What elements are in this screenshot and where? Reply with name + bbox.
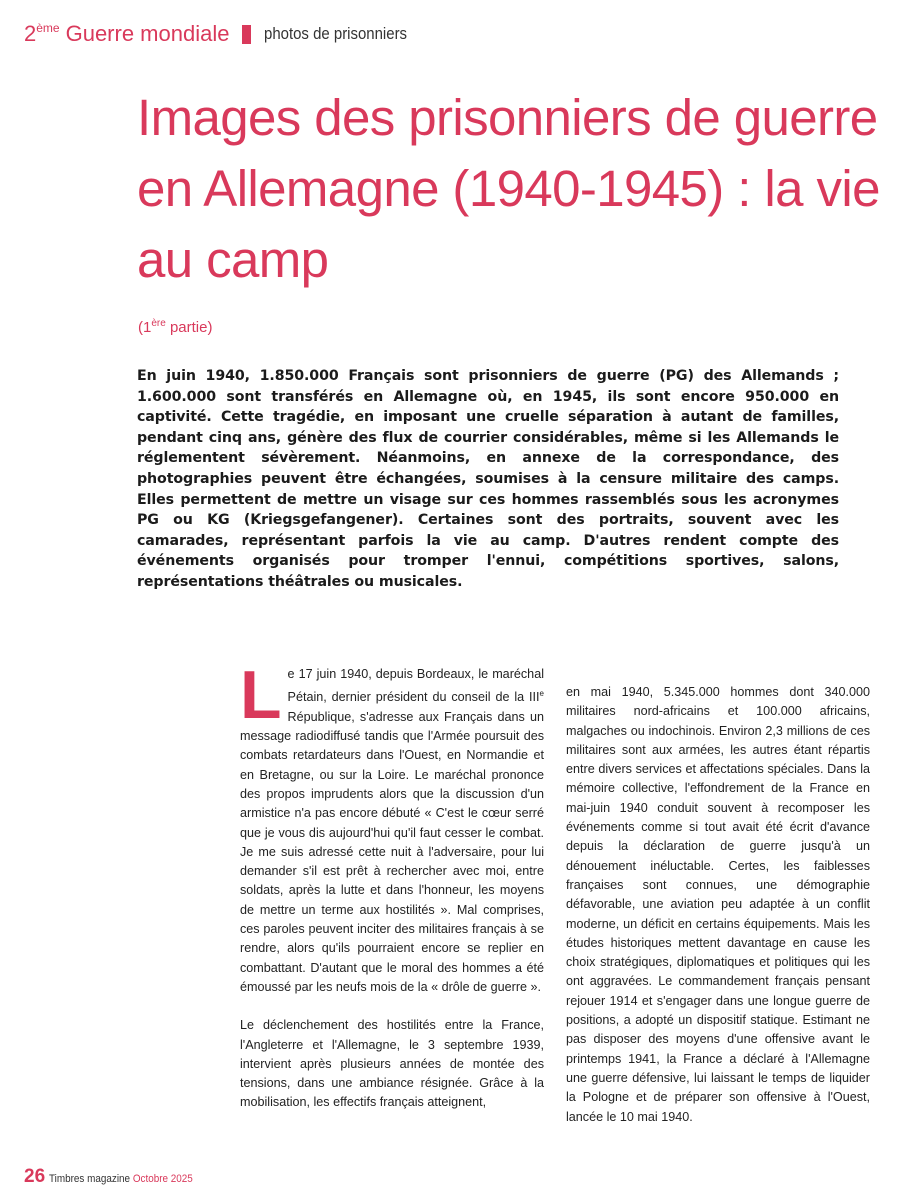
drop-cap: L	[240, 657, 282, 733]
header-square-icon	[242, 25, 251, 44]
header-section: photos de prisonniers	[264, 24, 408, 43]
magazine-credit: Timbres magazine Octobre 2025	[49, 1173, 193, 1185]
article-intro: En juin 1940, 1.850.000 Français sont prisonniers de guerre (PG) des Allemands ; 1.600.000 sont transférés en Allemagne où, en 1945, ils sont encore 950.000 en captivité. Cette tragédie, en imposant une cruelle séparation à autant de familles, pendant cinq ans, génère des flux de courrier considérables, même si les Allemands le réglementent sévèrement. Néanmoins, en annexe de la correspondance, des photographies peuvent être échangées, soumises à la censure militaire des camps. Elles permettent de mettre un visage sur ces hommes rassemblés sous les acronymes PG ou KG (Kriegsgefangener). Certaines sont des portraits, souvent avec les camarades, représentant parfois la vie au camp. D'autres rendent compte des événements organisés pour tromper l'ennui, compétitions sportives, salons, représentations théâtrales ou musicales.	[137, 368, 839, 590]
running-header	[24, 16, 427, 52]
page-footer	[24, 1166, 209, 1188]
body-paragraph: en mai 1940, 5.345.000 hommes dont 340.000 militaires nord-africains et 100.000 africains, malgaches ou indochinois. Environ 2,3 millions de ces militaires sont aux armées, les autres étant répartis entre divers services et affectations spéciales. Dans la mémoire collective, l'effondrement de la France en mai-juin 1940 conduit souvent à recomposer les événements comme si tout avait été écrit d'avance depuis la déclaration de guerre jusqu'à un dénouement inéluctable. Certes, les faiblesses françaises sont connues, une démographie défavorable, une aviation peu adaptée à un conflit moderne, un déficit en certains équipements. Mais les études historiques mettent davantage en cause les choix stratégiques, diplomatiques et politiques qui les ont aggravées. Le commandement français pensant rejouer 1914 et s'engager dans une longue guerre de positions, a adopté un dispositif statique. Estimant ne pas disposer des moyens d'une offensive avant le printemps 1941, la France a déclaré à l'Allemagne une guerre défensive, lui laissant le temps de liquider la Pologne et de préparer son offensive à l'Ouest, lancée le 10 mai 1940.	[566, 685, 870, 1124]
article-part-label: (1ère partie)	[138, 318, 213, 336]
body-paragraph: Le déclenchement des hostilités entre la France, l'Angleterre et l'Allemagne, le 3 septembre 1939, intervient après plusieurs années de montée des tensions, dans une ambiance résignée. Grâce à la mobilisation, les effectifs français atteignent,	[240, 1018, 544, 1110]
article-title: Images des prisonniers de guerre en Allemagne (1940-1945) : la vie au camp	[137, 89, 880, 288]
body-column-right	[566, 683, 870, 1127]
page-number: 26	[24, 1166, 46, 1187]
body-column-left	[240, 657, 544, 1113]
body-paragraph: Le 17 juin 1940, depuis Bordeaux, le maréchal Pétain, dernier président du conseil de la IIIe République, s'adresse aux Français dans un message radiodiffusé tandis que l'Armée poursuit des combats retardateurs dans l'Ouest, en Normandie et en Bretagne, ou sur la Loire. Le maréchal prononce des propos imprudents alors que la discussion d'un armistice n'a pas encore débuté « C'est le cœur serré que je vous dis aujourd'hui qu'il faut cesser le combat. Je me suis adressé cette nuit à l'adversaire, pour lui demander s'il est prêt à rechercher avec moi, entre soldats, après la lutte et dans l'honneur, les moyens de mettre un terme aux hostilités ». Mal comprises, ces paroles peuvent inciter des militaires français à se rendre, alors qu'ils pourraient encore se replier en combattant. D'autant que le moral des hommes a été émoussé par les neufs mois de la « drôle de guerre ».	[240, 657, 544, 994]
header-topic: Guerre mondiale	[65, 21, 230, 46]
header-series-number: 2ème	[24, 21, 60, 46]
